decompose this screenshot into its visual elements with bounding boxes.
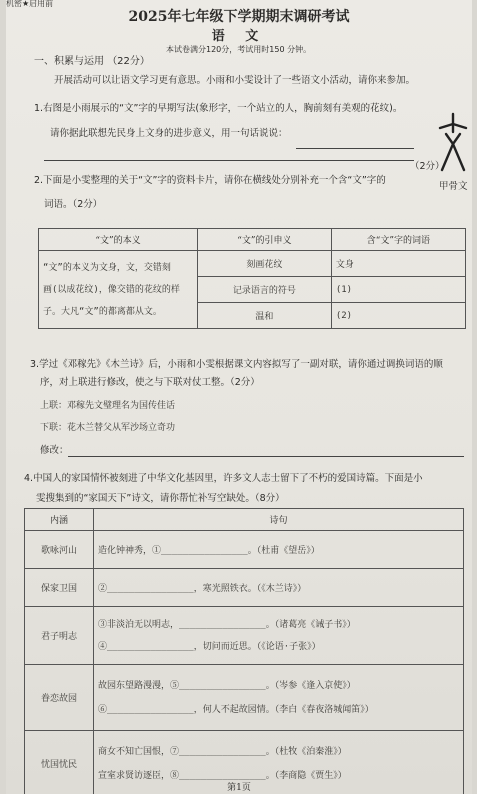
q1-score: （2分） (410, 161, 445, 172)
exam-title: 2025年七年级下学期期末调研考试 (128, 9, 350, 25)
neihan-cell: 君子明志 (25, 607, 94, 665)
neihan-cell: 眷恋故园 (25, 665, 94, 731)
oracle-bone-wen-icon (436, 110, 470, 180)
q3-shanglian: 上联：邓稼先文璧理名为国传佳话 (40, 401, 176, 411)
q4-line1: 4.中国人的家国情怀被刻进了中华文化基因里，许多文人志士留下了不朽的爱国诗篇。下面是小 (24, 473, 423, 484)
ciyu-blank-1[interactable]: (1) (331, 277, 465, 303)
exam-sheet (6, 0, 472, 794)
col-benyi: “文”的本义 (39, 229, 198, 251)
neihan-cell: 歌咏河山 (25, 531, 94, 569)
q2-line2: 词语。（2分） (44, 199, 103, 210)
ciyu-blank-2[interactable]: (2) (331, 303, 465, 329)
q3-xialian: 下联：花木兰替父从军沙场立奇功 (40, 423, 176, 433)
poem-line: 造化钟神秀，①________________。（杜甫《望岳》） (98, 546, 320, 556)
section-heading-text: 一、积累与运用 (34, 56, 104, 67)
q3-line1: 3.学过《邓稼先》《木兰诗》后，小雨和小雯根据课文内容拟写了一副对联，请你通过调换词语的顺 (30, 359, 443, 370)
exam-notice: 本试卷满分120分，考试用时150 分钟。 (166, 45, 312, 54)
q1-line1: 1.右图是小雨展示的“文”字的早期写法(象形字，一个站立的人，胸前刻有美观的花纹)。 (34, 103, 403, 114)
section-score: （22分） (107, 56, 150, 67)
poem-line: ③非淡泊无以明志，________________。（诸葛亮《诫子书》） (98, 619, 356, 630)
wen-info-card-table (38, 228, 466, 329)
oracle-caption: 甲骨文 (439, 181, 468, 192)
subject-title: 语 文 (211, 29, 267, 44)
poem-line: ⑥________________，何人不起故园情。（李白《春夜洛城闻笛》） (98, 704, 374, 715)
secret-mark: 机密★启用前 (6, 0, 54, 8)
q4-line2: 雯搜集到的“家国天下”诗文，请你帮忙补写空缺处。（8分） (36, 493, 285, 504)
q3-line2: 序，对上联进行修改，使之与下联对仗工整。（2分） (40, 377, 260, 388)
benyi-cell (39, 251, 198, 329)
shiju-cell[interactable] (94, 569, 464, 607)
page-number: 第1页 (227, 783, 251, 793)
poem-line: ④________________，切问而近思。（《论语·子张》） (98, 641, 321, 652)
col-neihan: 内涵 (25, 509, 94, 531)
q1-answer-line-b[interactable] (44, 160, 414, 161)
q3-answer-line[interactable] (68, 456, 464, 457)
ciyu-cell: 文身 (331, 251, 465, 277)
yinshen-cell: 温和 (198, 303, 332, 329)
poem-line: 商女不知亡国恨，⑦________________。（杜牧《泊秦淮》） (98, 746, 347, 757)
shiju-cell[interactable] (94, 607, 464, 665)
neihan-cell: 忧国忧民 (25, 731, 94, 794)
section-intro: 开展活动可以让语文学习更有意思。小雨和小雯设计了一些语文小活动，请你来参加。 (54, 75, 416, 86)
yinshen-cell: 记录语言的符号 (198, 277, 332, 303)
q1-line2: 请你据此联想先民身上文身的进步意义，用一句话说说： (50, 128, 288, 139)
neihan-cell: 保家卫国 (25, 569, 94, 607)
poem-table (24, 508, 464, 794)
yinshen-cell: 刻画花纹 (198, 251, 332, 277)
shiju-cell[interactable] (94, 665, 464, 731)
benyi-line: “文”的本义为文身，文，交错刻 (43, 262, 171, 273)
benyi-line: 子。大凡“文”的都离都从文。 (43, 306, 162, 317)
poem-line: 故园东望路漫漫，⑤________________。（岑参《逢入京使》） (98, 680, 356, 691)
col-ciyu: 含“文”字的词语 (331, 229, 465, 251)
benyi-line: 画(以成花纹)，像交错的花纹的样 (43, 284, 180, 295)
section-heading (34, 52, 150, 67)
col-shiju: 诗句 (94, 509, 464, 531)
q1-answer-line-a[interactable] (296, 148, 414, 149)
shiju-cell[interactable] (94, 531, 464, 569)
q2-line1: 2.下面是小雯整理的关于“文”字的资料卡片，请你在横线处分别补充一个含“文”字的 (34, 175, 386, 186)
q3-xiugai-label: 修改： (40, 445, 69, 456)
poem-line: 宣室求贤访逐臣，⑧________________。（李商隐《贾生》） (98, 770, 347, 781)
poem-line: ②________________，寒光照铁衣。（《木兰诗》） (98, 584, 307, 594)
col-yinshen: “文”的引申义 (198, 229, 332, 251)
